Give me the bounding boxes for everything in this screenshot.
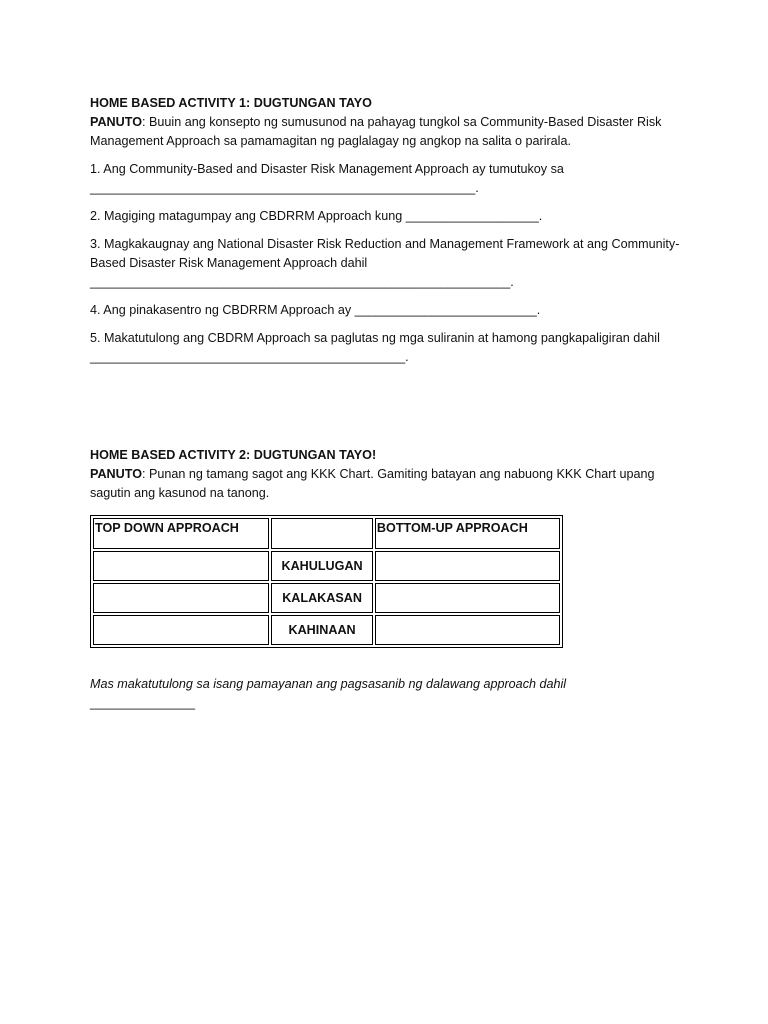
activity2-instruction (90, 465, 690, 503)
item-1-text: 1. Ang Community-Based and Disaster Risk Management Approach ay tumutukoy sa (90, 162, 564, 176)
header-top-down: TOP DOWN APPROACH (93, 518, 269, 549)
instruction-text: : Buuin ang konsepto ng sumusunod na pahayag tungkol sa Community-Based Disaster Risk Management Approach sa pamamagitan ng paglalagay ng angkop na salita o parirala. (90, 115, 662, 148)
item-1-blank: _______________________________________________________. (90, 181, 479, 195)
header-middle (271, 518, 373, 549)
activity2-title: HOME BASED ACTIVITY 2: DUGTUNGAN TAYO! (90, 448, 377, 462)
header-bottom-up: BOTTOM-UP APPROACH (375, 518, 560, 549)
answer-cell-bottom-up[interactable] (375, 615, 560, 645)
activity1-instruction (90, 113, 690, 151)
row-label-kahinaan: KAHINAAN (271, 615, 373, 645)
item-5-blank: _____________________________________________. (90, 350, 409, 364)
instruction-label: PANUTO (90, 467, 143, 481)
table-row (93, 583, 560, 613)
instruction-label: PANUTO (90, 115, 143, 129)
kkk-chart-table (90, 515, 563, 648)
activity1-title: HOME BASED ACTIVITY 1: DUGTUNGAN TAYO (90, 96, 372, 110)
item-4-text: 4. Ang pinakasentro ng CBDRRM Approach ay __________________________. (90, 303, 541, 317)
table-header-row (93, 518, 560, 549)
answer-cell-bottom-up[interactable] (375, 551, 560, 581)
item-3-text: 3. Magkakaugnay ang National Disaster Risk Reduction and Management Framework at ang Community-Based Disaster Risk Management Approach dahil (90, 237, 680, 270)
row-label-kahulugan: KAHULUGAN (271, 551, 373, 581)
activity1-section (90, 94, 690, 367)
instruction-text: : Punan ng tamang sagot ang KKK Chart. Gamiting batayan ang nabuong KKK Chart upang sagutin ang kasunod na tanong. (90, 467, 655, 500)
row-label-kalakasan: KALAKASAN (271, 583, 373, 613)
answer-cell-top-down[interactable] (93, 615, 269, 645)
closing-blank: _______________ (90, 696, 196, 710)
table-row (93, 551, 560, 581)
item-5-text: 5. Makatutulong ang CBDRM Approach sa paglutas ng mga suliranin at hamong pangkapaligiran dahil (90, 331, 660, 345)
answer-cell-top-down[interactable] (93, 551, 269, 581)
table-row (93, 615, 560, 645)
item-2-text: 2. Magiging matagumpay ang CBDRRM Approach kung ___________________. (90, 209, 543, 223)
closing-question: Mas makatutulong sa isang pamayanan ang pagsasanib ng dalawang approach dahil (90, 677, 567, 691)
item-3-blank: ____________________________________________________________. (90, 275, 514, 289)
answer-cell-top-down[interactable] (93, 583, 269, 613)
activity2-section (90, 446, 690, 713)
answer-cell-bottom-up[interactable] (375, 583, 560, 613)
